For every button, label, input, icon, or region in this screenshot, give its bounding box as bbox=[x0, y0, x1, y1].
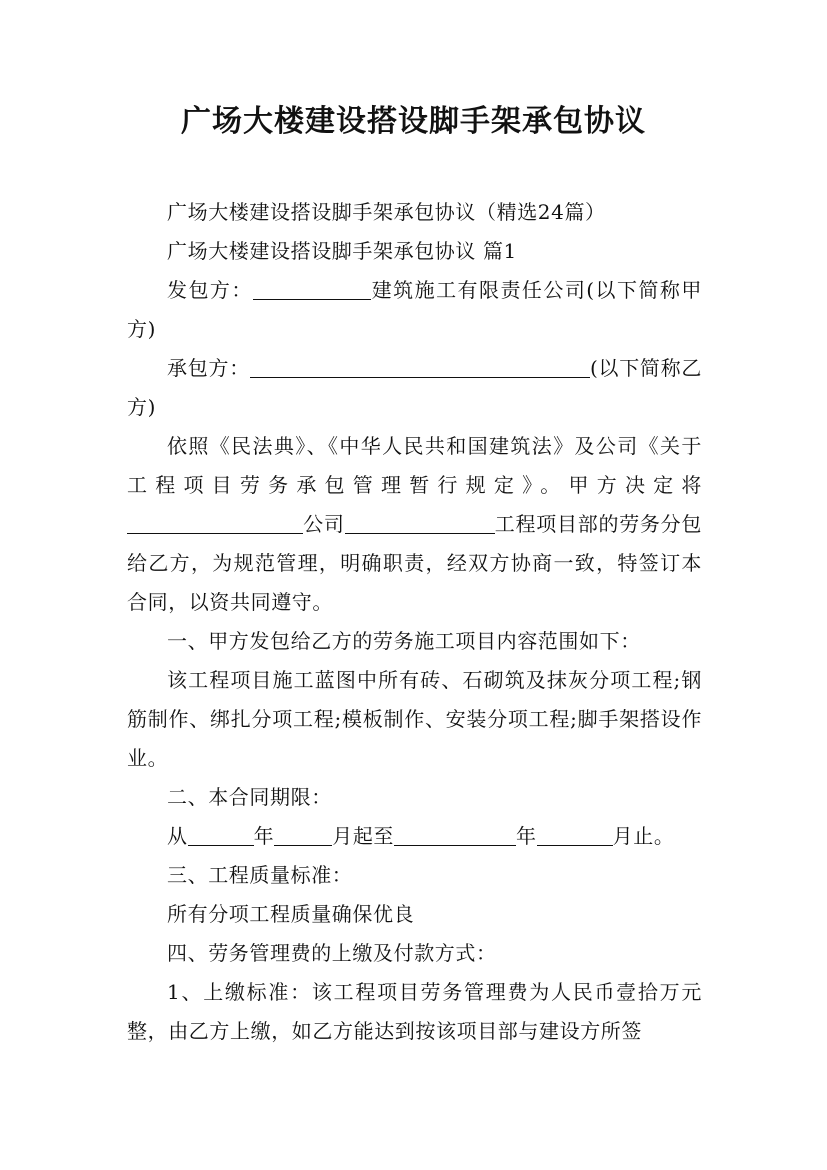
issuer-text: 建筑施工有限责任公司(以下简称甲方) bbox=[127, 278, 702, 341]
basis-continued-text: 工程项目部的劳务分包给乙方，为规范管理，明确职责，经双方协商一致，特签订本合同，以资共同遵守。 bbox=[127, 512, 703, 614]
paragraph-clause-2-heading: 二、本合同期限： bbox=[167, 785, 332, 809]
end-year-blank bbox=[394, 823, 516, 846]
issuer-name-blank bbox=[253, 277, 371, 300]
paragraph-basis bbox=[127, 427, 702, 622]
year-text-2: 年 bbox=[516, 824, 537, 848]
end-month-blank bbox=[537, 823, 613, 846]
paragraph-clause-1-heading: 一、甲方发包给乙方的劳务施工项目内容范围如下： bbox=[167, 629, 641, 653]
paragraph-clause-4-heading: 四、劳务管理费的上缴及付款方式： bbox=[167, 941, 497, 965]
paragraph-clause-3-body: 所有分项工程质量确保优良 bbox=[167, 902, 415, 926]
issuer-label: 发包方： bbox=[167, 278, 253, 302]
month-start-text: 月起至 bbox=[332, 824, 395, 848]
paragraph-section-heading: 广场大楼建设搭设脚手架承包协议 篇1 bbox=[167, 239, 517, 263]
paragraph-subtitle: 广场大楼建设搭设脚手架承包协议（精选24篇） bbox=[167, 200, 606, 224]
paragraph-contractor-receiver bbox=[127, 349, 702, 427]
project-blank bbox=[345, 511, 495, 534]
start-month-blank bbox=[274, 823, 332, 846]
document-title: 广场大楼建设搭设脚手架承包协议 bbox=[181, 104, 646, 139]
start-year-blank bbox=[188, 823, 254, 846]
company-text: 公司 bbox=[303, 512, 345, 536]
from-text: 从 bbox=[167, 824, 188, 848]
receiver-text: (以下简称乙方) bbox=[127, 356, 702, 419]
company-blank bbox=[127, 511, 303, 534]
paragraph-contractor-issuer bbox=[127, 271, 702, 349]
month-end-text: 月止。 bbox=[612, 824, 675, 848]
basis-text: 依照《民法典》、《中华人民共和国建筑法》及公司《关于工程项目劳务承包管理暂行规定》。甲方决定将 bbox=[127, 434, 702, 497]
year-text-1: 年 bbox=[253, 824, 275, 848]
document-body bbox=[127, 193, 702, 1051]
receiver-label: 承包方： bbox=[167, 356, 250, 380]
paragraph-clause-1-body: 该工程项目施工蓝图中所有砖、石砌筑及抹灰分项工程;钢筋制作、绑扎分项工程;模板制作、安装分项工程;脚手架搭设作业。 bbox=[127, 668, 702, 770]
paragraph-term-dates bbox=[127, 817, 702, 856]
paragraph-clause-4-body: 1、上缴标准：该工程项目劳务管理费为人民币壹拾万元整，由乙方上缴，如乙方能达到按该项目部与建设方所签 bbox=[127, 980, 702, 1043]
paragraph-clause-3-heading: 三、工程质量标准： bbox=[167, 863, 353, 887]
receiver-name-blank bbox=[250, 355, 590, 378]
